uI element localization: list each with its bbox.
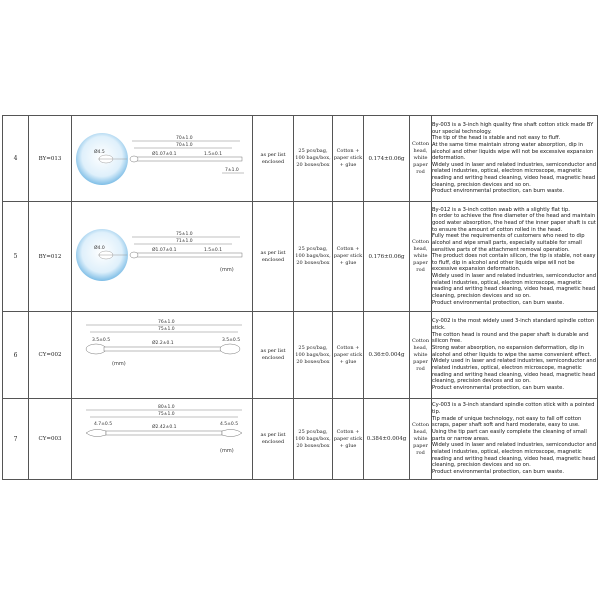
spec-table <box>2 115 598 480</box>
overall-length: 76±1.0 <box>158 319 175 325</box>
unit-label: (mm) <box>220 266 234 273</box>
table-row <box>3 312 598 399</box>
material-spec: Cotton + paper stick + glue <box>333 399 364 480</box>
model-code: CY=003 <box>29 399 72 480</box>
color-spec: Cotton head, white paper rod <box>410 312 432 399</box>
row-number: 7 <box>3 399 29 480</box>
packing-spec: 25 pcs/bag, 100 bags/box, 20 boxes/box <box>294 399 333 480</box>
enclosed-note: as per list enclosed <box>253 202 294 312</box>
material-spec: Cotton + paper stick + glue <box>333 116 364 202</box>
row-number: 4 <box>3 116 29 202</box>
packing-spec: 25 pcs/bag, 100 bags/box, 20 boxes/box <box>294 312 333 399</box>
model-code: CY=002 <box>29 312 72 399</box>
enclosed-note: as per list enclosed <box>253 116 294 202</box>
mid-length: 75±1.0 <box>158 411 175 417</box>
tip-length: 7±1.0 <box>225 167 239 173</box>
left-head-length: 4.7±0.5 <box>94 421 113 427</box>
weight-spec: 0.176±0.06g <box>364 202 410 312</box>
right-head-length: 3.5±0.5 <box>222 337 241 343</box>
mid-length: 70±1.0 <box>176 142 193 148</box>
model-code: BY=012 <box>29 202 72 312</box>
description: By-012 is a 3-inch cotton swab with a slightly flat tip. In order to achieve the fine diameter of the head and maintain good water absorption, the head of the inner paper shaft is cut to ensure the amount of cotton rolled in the head. Fully meet the requirements of customers who need to dip alcohol and wipe small parts, especially suitable for small sensitive parts of the attachment removal operation. The product does not contain silicon, the tip is stable, not easy to fluff, dip in alcohol and other liquids wipe will not be excessive expansion deformation. Widely used in laser and related industries, semiconductor and related industries, optical, electron microscope, magnetic reading and writing head cleaning, video head, magnetic head cleaning, precision devices and so on. Product environmental protection, can burn waste. <box>432 202 598 312</box>
enclosed-note: as per list enclosed <box>253 312 294 399</box>
color-spec: Cotton head, white paper rod <box>410 116 432 202</box>
weight-spec: 0.384±0.004g <box>364 399 410 480</box>
row-number: 5 <box>3 202 29 312</box>
table-row <box>3 399 598 480</box>
head-dimension: Ø4.0 <box>94 245 105 251</box>
row-number: 6 <box>3 312 29 399</box>
swab-drawing <box>72 116 253 202</box>
swab-drawing <box>72 202 253 312</box>
unit-label: (mm) <box>220 447 234 454</box>
model-code: BY=013 <box>29 116 72 202</box>
head-dimension: Ø4.5 <box>94 149 105 155</box>
weight-spec: 0.174±0.06g <box>364 116 410 202</box>
color-spec: Cotton head, white paper rod <box>410 399 432 480</box>
shaft-length: 1.5±0.1 <box>204 151 223 157</box>
color-spec: Cotton head, white paper rod <box>410 202 432 312</box>
material-spec: Cotton + paper stick + glue <box>333 202 364 312</box>
swab-drawing <box>72 399 253 480</box>
shaft-diameter: Ø1.07±0.1 <box>152 247 177 253</box>
mid-length: 71±1.0 <box>176 238 193 244</box>
swab-drawing <box>72 312 253 399</box>
table-row <box>3 116 598 202</box>
shaft-diameter: Ø2.42±0.1 <box>152 424 177 430</box>
weight-spec: 0.36±0.004g <box>364 312 410 399</box>
description: Cy-003 is a 3-inch standard spindle cotton stick with a pointed tip. Tip made of unique technology, not easy to fall off cotton scraps, paper shaft soft and hard moderate, easy to use. Using the tip part can easily complete the cleaning of small parts or narrow areas. Widely used in laser and related industries, semiconductor and related industries, optical, electron microscope, magnetic reading and writing head cleaning, video head, magnetic head cleaning, precision devices and so on. Product environmental protection, can burn waste. <box>432 399 598 480</box>
overall-length: 70±1.0 <box>176 135 193 141</box>
unit-label: (mm) <box>112 360 126 367</box>
description: By-003 is a 3-inch high quality fine shaft cotton stick made BY our special technology. The tip of the head is stable and not easy to fluff. At the same time maintain strong water absorption, dip in alcohol and other liquids wipe will not be excessive expansion deformation. Widely used in laser and related industries, semiconductor and related industries, optical, electron microscope, magnetic reading and writing head cleaning, video head, magnetic head cleaning, precision devices and so on. Product environmental protection, can burn waste. <box>432 116 598 202</box>
packing-spec: 25 pcs/bag, 100 bags/box, 20 boxes/box <box>294 202 333 312</box>
right-head-length: 4.5±0.5 <box>220 421 239 427</box>
shaft-diameter: Ø2.2±0.1 <box>152 340 174 346</box>
overall-length: 75±1.0 <box>176 231 193 237</box>
shaft-length: 1.5±0.1 <box>204 247 223 253</box>
description: Cy-002 is the most widely used 3-inch standard spindle cotton stick. The cotton head is round and the paper shaft is durable and silicon free. Strong water absorption, no expansion deformation, dip in alcohol and other liquids to wipe the same convenient effect. Widely used in laser and related industries, semiconductor and related industries, optical, electron microscope, magnetic reading and writing head cleaning, video head, magnetic head cleaning, precision devices and so on. Product environmental protection, can burn waste. <box>432 312 598 399</box>
shaft-diameter: Ø1.07±0.1 <box>152 151 177 157</box>
mid-length: 75±1.0 <box>158 326 175 332</box>
table-row <box>3 202 598 312</box>
packing-spec: 25 pcs/bag, 100 bags/box, 20 boxes/box <box>294 116 333 202</box>
left-head-length: 3.5±0.5 <box>92 337 111 343</box>
enclosed-note: as per list enclosed <box>253 399 294 480</box>
overall-length: 80±1.0 <box>158 404 175 410</box>
material-spec: Cotton + paper stick + glue <box>333 312 364 399</box>
